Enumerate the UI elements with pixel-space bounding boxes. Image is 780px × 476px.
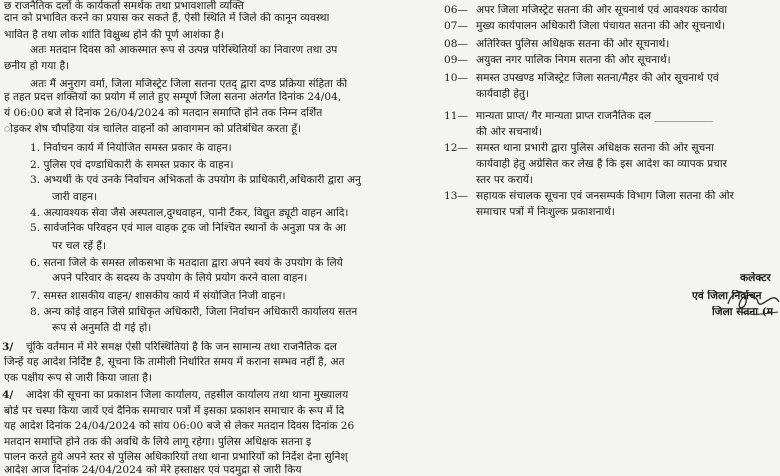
left-line: ोड़कर शेष चौपहिया यंत्र चालित वाहनों को आवागमन को प्रतिबंधित करता हूँ।	[4, 123, 302, 135]
left-line: अतः मैं अनुराग वर्मा, जिला मजिस्ट्रेट जिला सतना एतद् द्वारा दण्ड प्रक्रिया संहिता की	[30, 78, 348, 90]
list-number: 13—	[444, 190, 469, 202]
list-item-line: कार्यवाही हेतु।	[476, 88, 530, 100]
left-line: 5. सार्वजनिक परिवहन एवं माल वाहक ट्रक जो निश्चित स्थानों के अनुज्ञा पत्र के आ	[30, 222, 346, 234]
left-line: जिन्हें यह आदेश निर्दिष्ट है, सूचना कि तामीली निर्धारित समय में कराना सम्भव नहीं है, अत	[4, 356, 345, 368]
left-line: चूंकि वर्तमान में मेरे समक्ष ऐसी परिस्थितियां है कि जन सामान्य तथा राजनैतिक दल	[26, 341, 337, 353]
left-line: आदेश आज दिनांक 24/04/2024 को मेरे हस्ताक्षर एवं पदमुद्रा से जारी किय	[4, 464, 302, 476]
list-item-line: की ओर सचनार्थ।	[476, 126, 543, 138]
list-item-line: समस्त उपखण्ड मजिस्ट्रेट जिला सतना/मैहर की ओर सूचनार्थ एवं	[476, 72, 719, 84]
left-line: 8. अन्य कोई वाहन जिसे प्राधिकृत अधिकारी, जिला निर्वाचन अधिकारी कार्यालय सतन	[30, 306, 358, 318]
left-line: बोर्ड पर चस्पा किया जायें एवं दैनिक समाचार पत्रों में इसका प्रकाशन समाचार के रूप में दि	[4, 405, 345, 417]
left-line: 3. अभ्यर्थी के एवं उनके निर्वाचन अभिकर्ता के उपयोग के प्राधिकारी,अधिकारी द्वारा अनु	[30, 174, 361, 186]
left-line: यं 06:00 बजे से दिनांक 26/04/2024 को मतदान समाप्ति होने तक निम्न दर्शित	[4, 107, 323, 119]
signature	[722, 282, 780, 326]
list-number: 09—	[444, 54, 469, 66]
list-item-line: समस्त थाना प्रभारी द्वारा पुलिस अधिक्षक सतना की ओर सूचना	[476, 142, 714, 154]
left-line: यह आदेश दिनांक 24/04/2024 को सांय 06:00 बजे से लेकर मतदान दिवस दिनांक 26	[4, 420, 355, 432]
left-line: मतदान समाप्ति होने तक की अवधि के लिये लागू रहेगा। पुलिस अधिक्षक सतना इ	[4, 436, 312, 448]
list-item-line: अपर जिला मजिस्ट्रेट सतना की ओर सूचनार्थ एवं आवश्यक कार्यवा	[476, 4, 728, 16]
list-item-line: समाचार पत्रों में निःशुल्क प्रकाशनार्थ।	[476, 206, 615, 218]
left-line: पर चल रहें हैं।	[52, 240, 106, 252]
left-line: ह तहत प्रदत्त शक्तियों का प्रयोग में लाते हुए सम्पूर्ण जिला सतना अंतर्गत दिनांक 24/04,	[4, 91, 342, 103]
list-item-line: मुख्य कार्यपालन अधिकारी जिला पंचायत सतना की ओर सूचनार्थ।	[476, 20, 726, 32]
left-line: 7. समस्त शासकीय वाहन/ शासकीय कार्य में संयोजित निजी वाहन।	[30, 290, 286, 302]
left-line: छनीय हो गया है।	[4, 60, 70, 72]
list-item-line: सहायक संचालक सूचना एवं जनसम्पर्क विभाग जिला सतना की ओर	[476, 190, 734, 202]
list-number: 06—	[444, 4, 469, 16]
left-line: एक पक्षीय रूप से जारी किया जाता है।	[4, 372, 152, 384]
left-line: जारी वाहन।	[52, 191, 98, 203]
paragraph-number: 4/	[2, 389, 14, 401]
list-number: 12—	[444, 142, 469, 154]
officer-designation: एवं जिला निर्वाचन	[692, 290, 762, 302]
left-line: दान को प्रभावित करने का प्रयास कर सकते हैं, ऐसी स्थिति में जिले की कानून व्यवस्था	[4, 12, 330, 24]
officer-designation: कलेक्टर	[740, 272, 771, 284]
left-line: भावित है तथा लोक शांति विक्षुब्ध होने की पूर्ण आशंका है।	[4, 29, 224, 41]
list-item-line: अयुक्त नगर पालिक निगम सतना की ओर सूचनार्थ।	[476, 54, 671, 66]
left-line: रूप से अनुमति दी गई हो।	[52, 322, 152, 334]
list-item-line: कार्यवाही हेतु अग्रेसित कर लेख है कि इस आदेश का व्यापक प्रचार	[476, 158, 727, 170]
left-line: छ राजनैतिक दलों के कार्यकर्ता समर्थक तथा प्रभावशाली व्यक्ति	[4, 0, 244, 12]
left-line: 6. सतना जिले के समस्त लोकसभा के मतदाता द्वारा अपने स्वयं के उपयोग के लिये	[30, 257, 343, 269]
left-line: 4. अत्यावश्यक सेवा जैसे अस्पताल,दुग्धवाहन, पानी टैंकर, विद्युत ड्यूटी वाहन आदि।	[30, 207, 349, 219]
left-line: अपने परिवार के सदस्य के उपयोग के लिये प्रयोग करने वाला वाहन।	[52, 272, 308, 284]
list-number: 10—	[444, 72, 469, 84]
list-item-line: अतिरिक्त पुलिस अधिक्षक सतना की ओर सूचनार्थ।	[476, 38, 670, 50]
left-line: पालन करते हुये अपने स्तर से पुलिस अधिकारियों तथा थाना प्रभारियों को निर्देश देना सुनिश्	[4, 451, 348, 463]
left-line: 2. पुलिस एवं दण्डाधिकारी के समस्त प्रकार के वाहन।	[30, 159, 234, 171]
list-item-line: मान्यता प्राप्त/ गैर मान्यता प्राप्त राजनैतिक दल ___________	[476, 110, 713, 122]
left-line: अतः मतदान दिवस को आकस्मात रूप से उत्पन्न परिस्थितियों का निवारण तथा उप	[30, 44, 338, 56]
left-line: आदेश की सूचना का प्रकाशन जिला कार्यालय, तहसील कार्यालय तथा थाना मुख्यालय	[26, 389, 349, 401]
list-item-line: स्तर पर करायें।	[476, 174, 533, 186]
officer-designation: जिला सतना (म	[712, 306, 774, 318]
list-number: 11—	[444, 110, 469, 122]
left-line: 1. निर्वाचन कार्य में नियोजित समस्त प्रकार के वाहन।	[30, 142, 232, 154]
list-number: 08—	[444, 38, 469, 50]
paragraph-number: 3/	[2, 341, 14, 353]
list-number: 07—	[444, 20, 469, 32]
